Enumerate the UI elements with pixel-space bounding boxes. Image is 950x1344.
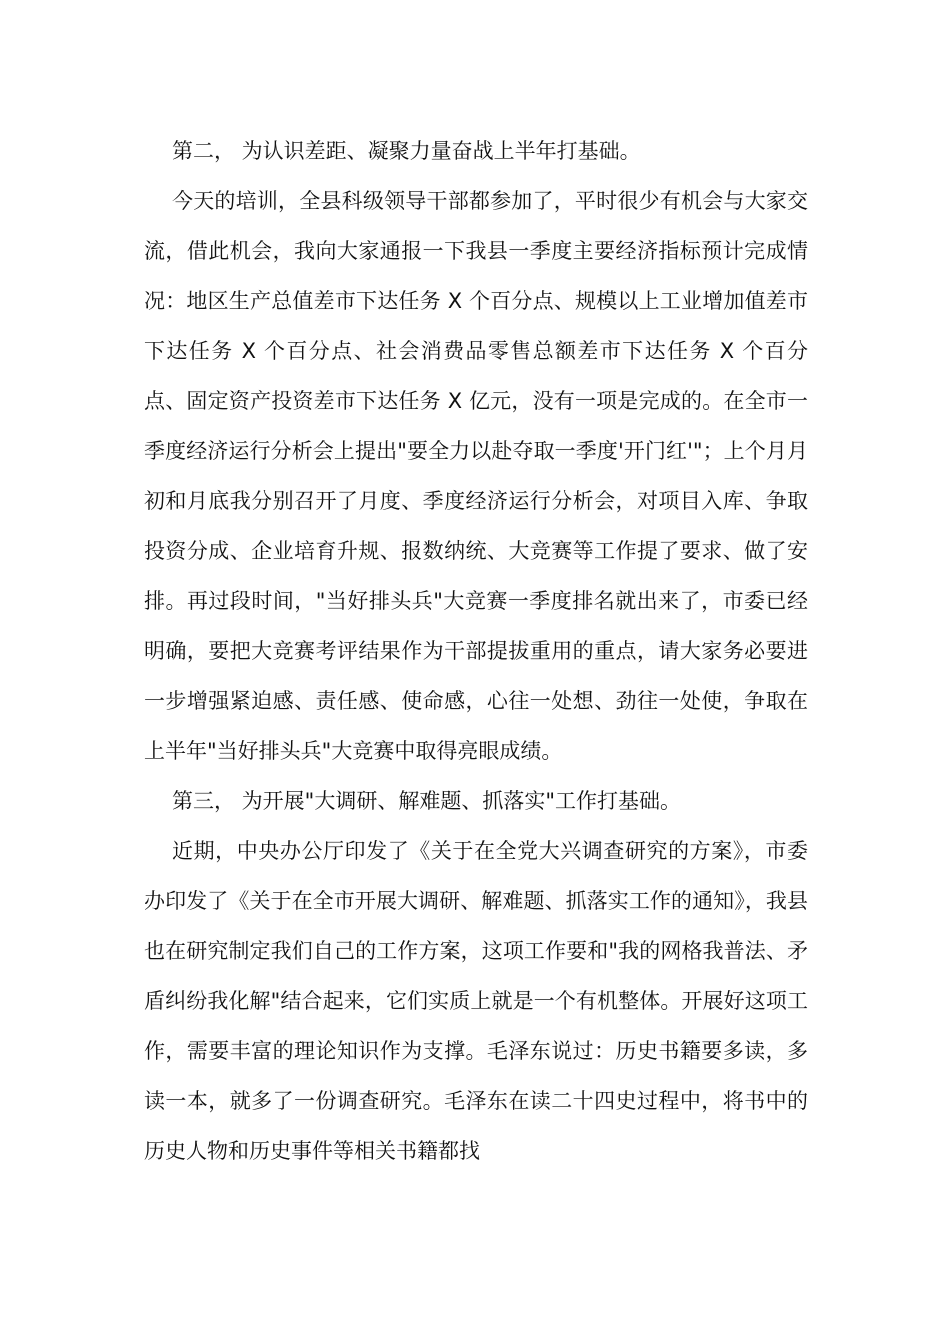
paragraph-heading-third: 第三， 为开展"大调研、解难题、抓落实"工作打基础。 — [172, 789, 681, 813]
paragraph-research-work: 近期，中央办公厅印发了《关于在全党大兴调查研究的方案》，市委办印发了《关于在全市开展大调研、解难题、抓落实工作的通知》，我县也在研究制定我们自己的工作方案，这项工作要和"我的网格我普法、矛盾纠纷我化解"结合起来，它们实质上就是一个有机整体。开展好这项工作，需要丰富的理论知识作为支撑。毛泽东说过：历史书籍要多读，多读一本，就多了一份调查研究。毛泽东在读二十四史过程中，将书中的历史人物和历史事件等相关书籍都找 — [144, 839, 808, 1163]
paragraph-heading-second: 第二， 为认识差距、凝聚力量奋战上半年打基础。 — [172, 139, 641, 163]
paragraph-economic-briefing: 今天的培训，全县科级领导干部都参加了，平时很少有机会与大家交流，借此机会，我向大家通报一下我县一季度主要经济指标预计完成情况：地区生产总值差市下达任务 X 个百分点、规模以上工业增加值差市下达任务 X 个百分点、社会消费品零售总额差市下达任务 X 个百分点、固定资产投资差市下达任务 X 亿元，没有一项是完成的。在全市一季度经济运行分析会上提出"要全力以赴夺取一季度'开门红'"；上个月月初和月底我分别召开了月度、季度经济运行分析会，对项目入库、争取投资分成、企业培育升规、报数纳统、大竞赛等工作提了要求、做了安排。再过段时间，"当好排头兵"大竞赛一季度排名就出来了，市委已经明确，要把大竞赛考评结果作为干部提拔重用的重点，请大家务必要进一步增强紧迫感、责任感、使命感，心往一处想、劲往一处使，争取在上半年"当好排头兵"大竞赛中取得亮眼成绩。 — [144, 189, 808, 763]
document-body — [144, 126, 808, 1176]
